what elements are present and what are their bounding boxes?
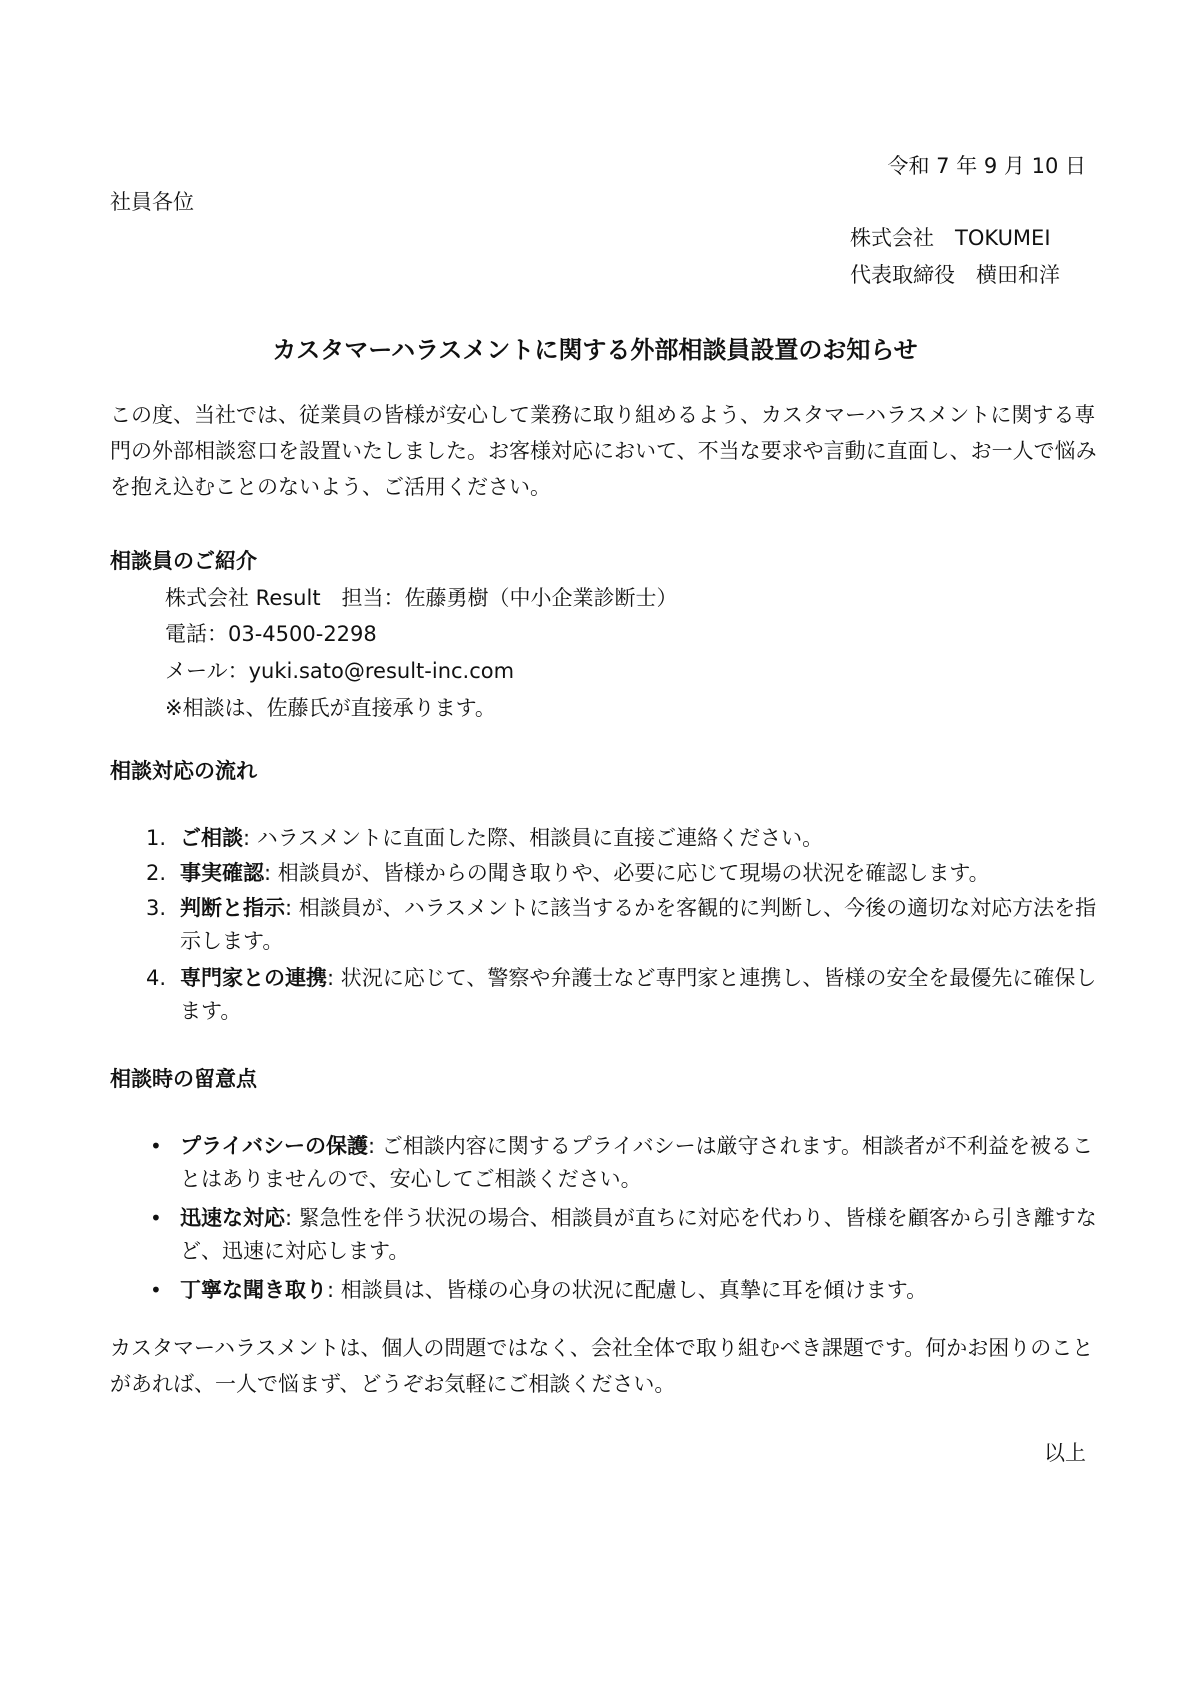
flow-item-term: ご相談 bbox=[180, 826, 243, 850]
flow-item-number: 3. bbox=[146, 896, 167, 920]
consultant-note: ※相談は、佐藤氏が直接承ります。 bbox=[165, 696, 496, 720]
bullet-icon: • bbox=[150, 1134, 162, 1158]
document-date: 令和 7 年 9 月 10 日 bbox=[887, 154, 1086, 178]
flow-item-term: 専門家との連携 bbox=[180, 966, 327, 990]
flow-item-desc: : 状況に応じて、警察や弁護士など専門家と連携し、皆様の安全を最優先に確保します。 bbox=[180, 966, 1097, 1023]
flow-item-number: 4. bbox=[146, 966, 167, 990]
sender-representative: 代表取締役 横田和洋 bbox=[850, 263, 1060, 287]
sender-company: 株式会社 TOKUMEI bbox=[850, 226, 1051, 250]
flow-heading: 相談対応の流れ bbox=[110, 759, 257, 783]
flow-item-desc: : ハラスメントに直面した際、相談員に直接ご連絡ください。 bbox=[243, 826, 824, 850]
flow-item-number: 1. bbox=[146, 826, 167, 850]
closing-paragraph: カスタマーハラスメントは、個人の問題ではなく、会社全体で取り組むべき課題です。何かお困りのことがあれば、一人で悩まず、どうぞお気軽にご相談ください。 bbox=[110, 1336, 1094, 1396]
notes-item-term: プライバシーの保護 bbox=[180, 1134, 368, 1158]
flow-item-term: 判断と指示 bbox=[180, 896, 285, 920]
notes-item-desc: : ご相談内容に関するプライバシーは厳守されます。相談者が不利益を被ることはありませんので、安心してご相談ください。 bbox=[180, 1134, 1093, 1191]
bullet-icon: • bbox=[150, 1206, 162, 1230]
flow-item-desc: : 相談員が、皆様からの聞き取りや、必要に応じて現場の状況を確認します。 bbox=[264, 861, 990, 885]
consultant-company-line: 株式会社 Result 担当：佐藤勇樹（中小企業診断士） bbox=[165, 586, 678, 610]
bullet-icon: • bbox=[150, 1278, 162, 1302]
document-title: カスタマーハラスメントに関する外部相談員設置のお知らせ bbox=[272, 336, 918, 364]
consultant-heading: 相談員のご紹介 bbox=[110, 549, 257, 573]
notes-item-desc: : 相談員は、皆様の心身の状況に配慮し、真摯に耳を傾けます。 bbox=[327, 1278, 928, 1302]
end-mark: 以上 bbox=[1044, 1441, 1086, 1465]
notes-item-desc: : 緊急性を伴う状況の場合、相談員が直ちに対応を代わり、皆様を顧客から引き離すなど、迅速に対応します。 bbox=[180, 1206, 1097, 1263]
notes-item-term: 迅速な対応 bbox=[180, 1206, 285, 1230]
consultant-phone: 電話：03-4500-2298 bbox=[165, 622, 377, 646]
flow-item-desc: : 相談員が、ハラスメントに該当するかを客観的に判断し、今後の適切な対応方法を指示します。 bbox=[180, 896, 1097, 953]
consultant-email: メール：yuki.sato@result-inc.com bbox=[165, 659, 515, 683]
intro-paragraph: この度、当社では、従業員の皆様が安心して業務に取り組めるよう、カスタマーハラスメントに関する専門の外部相談窓口を設置いたしました。お客様対応において、不当な要求や言動に直面し、お一人で悩みを抱え込むことのないよう、ご活用ください。 bbox=[110, 403, 1097, 499]
flow-item-number: 2. bbox=[146, 861, 167, 885]
flow-item-term: 事実確認 bbox=[180, 861, 264, 885]
recipient: 社員各位 bbox=[110, 190, 194, 214]
notes-heading: 相談時の留意点 bbox=[110, 1067, 257, 1091]
notes-item-term: 丁寧な聞き取り bbox=[180, 1278, 327, 1302]
